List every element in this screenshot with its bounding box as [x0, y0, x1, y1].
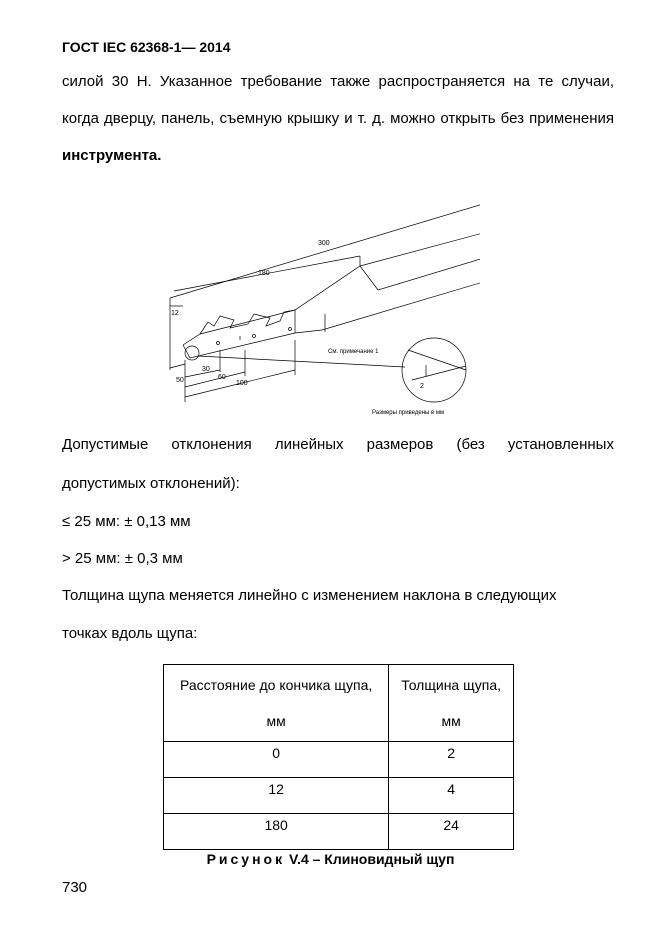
- word: установленных: [507, 436, 614, 453]
- tolerance-item-large: > 25 мм: ± 0,3 мм: [62, 550, 183, 567]
- word: линейных: [274, 436, 344, 453]
- tolerance-intro-line2: допустимых отклонений):: [62, 475, 240, 492]
- dim-2-label: 2: [420, 383, 424, 390]
- table-row: [164, 778, 514, 814]
- word: отклонения: [171, 436, 252, 453]
- dim-180-label: 180: [258, 270, 270, 277]
- cell-distance: 180: [164, 814, 389, 850]
- header-distance-line1: Расстояние до кончика щупа,: [179, 677, 373, 693]
- thickness-text-line2: точках вдоль щупа:: [62, 625, 198, 642]
- page-number: 730: [62, 879, 88, 896]
- thickness-table: [163, 664, 514, 850]
- cell-distance: 12: [164, 778, 389, 814]
- paragraph-text: силой 30 Н. Указанное требование также распространяется на те случаи, когда дверцу, панель, съемную крышку и т. д. можно открыть без применения: [62, 73, 614, 127]
- caption-prefix: Рисунок: [206, 851, 286, 867]
- tolerance-item-small: ≤ 25 мм: ± 0,13 мм: [62, 513, 191, 530]
- figure-caption: [0, 851, 661, 867]
- document-header: ГОСТ IEC 62368-1— 2014: [62, 39, 231, 55]
- dim-60-label: 60: [218, 374, 226, 381]
- word: размеров: [366, 436, 434, 453]
- header-distance-line2: мм: [266, 713, 286, 729]
- cell-thickness: 24: [389, 814, 514, 850]
- note-label: См. примечание 1: [328, 349, 379, 355]
- word: (без: [456, 436, 485, 453]
- dim-100-label: 100: [236, 380, 248, 387]
- table-header-row: [164, 665, 514, 742]
- table-row: [164, 742, 514, 778]
- wedge-probe-drawing: [150, 190, 480, 425]
- paragraph-bold-word: инструмента.: [62, 147, 162, 164]
- paragraph-force: [62, 63, 614, 174]
- header-thickness-line1: Толщина щупа,: [401, 677, 502, 693]
- tolerance-intro: [62, 436, 614, 453]
- header-thickness-line2: мм: [441, 713, 461, 729]
- table-row: [164, 814, 514, 850]
- dim-300-label: 300: [318, 240, 330, 247]
- dim-30-label: 30: [202, 366, 210, 373]
- header-thickness: [389, 665, 514, 742]
- dim-50-label: 50: [176, 377, 184, 384]
- thickness-text-line1: Толщина щупа меняется линейно с изменением наклона в следующих: [62, 587, 557, 604]
- units-note: Размеры приведены в мм: [372, 410, 445, 416]
- cell-thickness: 4: [389, 778, 514, 814]
- cell-distance: 0: [164, 742, 389, 778]
- header-distance: [164, 665, 389, 742]
- word: Допустимые: [62, 436, 149, 453]
- cell-thickness: 2: [389, 742, 514, 778]
- caption-text: V.4 – Клиновидный щуп: [289, 851, 455, 867]
- dim-12-label: 12: [171, 310, 179, 317]
